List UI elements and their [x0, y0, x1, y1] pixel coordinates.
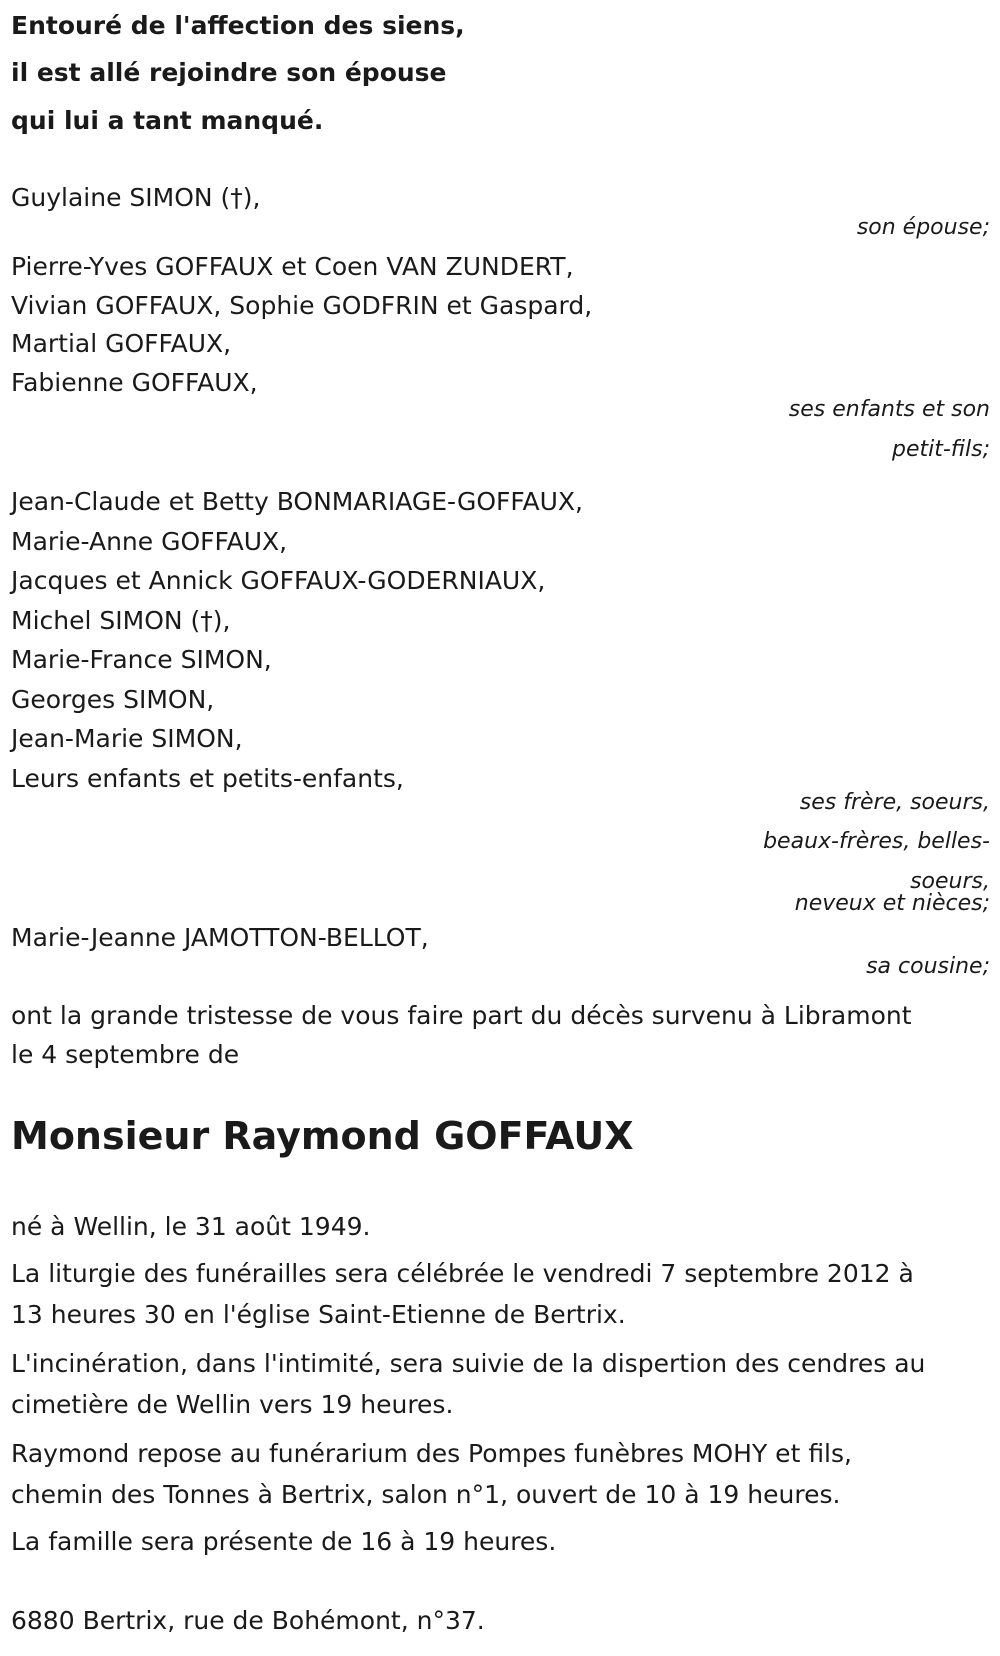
intro-line-2: il est allé rejoindre son épouse: [11, 58, 447, 87]
siblings-line-4: Michel SIMON (†),: [11, 606, 231, 635]
siblings-role-1: ses frère, soeurs,: [799, 790, 990, 815]
children-role-1: ses enfants et son: [788, 397, 990, 422]
cremation-line-2: cimetière de Wellin vers 19 heures.: [11, 1390, 454, 1419]
intro-line-1: Entouré de l'affection des siens,: [11, 11, 465, 40]
children-line-1: Pierre-Yves GOFFAUX et Coen VAN ZUNDERT,: [11, 252, 574, 281]
funerarium-line-2: chemin des Tonnes à Bertrix, salon n°1, ouvert de 10 à 19 heures.: [11, 1480, 841, 1509]
family-presence-line: La famille sera présente de 16 à 19 heures.: [11, 1527, 557, 1556]
children-role-2: petit-fils;: [891, 437, 990, 462]
siblings-role-3: soeurs,: [910, 869, 990, 894]
funeral-line-1: La liturgie des funérailles sera célébrée le vendredi 7 septembre 2012 à: [11, 1259, 914, 1288]
siblings-line-3: Jacques et Annick GOFFAUX-GODERNIAUX,: [11, 566, 546, 595]
address-line: 6880 Bertrix, rue de Bohémont, n°37.: [11, 1606, 485, 1635]
cremation-line-1: L'incinération, dans l'intimité, sera suivie de la dispertion des cendres au: [11, 1349, 926, 1378]
funeral-line-2: 13 heures 30 en l'église Saint-Etienne de Bertrix.: [11, 1300, 626, 1329]
deceased-name: Monsieur Raymond GOFFAUX: [11, 1114, 634, 1158]
children-line-4: Fabienne GOFFAUX,: [11, 368, 258, 397]
children-line-2: Vivian GOFFAUX, Sophie GODFRIN et Gaspard,: [11, 291, 593, 320]
funerarium-line-1: Raymond repose au funérarium des Pompes funèbres MOHY et fils,: [11, 1439, 852, 1468]
spouse-role: son épouse;: [856, 215, 990, 240]
announcement-line-1: ont la grande tristesse de vous faire part du décès survenu à Libramont: [11, 1001, 912, 1030]
children-line-3: Martial GOFFAUX,: [11, 329, 232, 358]
siblings-role-4: neveux et nièces;: [794, 891, 990, 916]
announcement-line-2: le 4 septembre de: [11, 1040, 240, 1069]
birth-line: né à Wellin, le 31 août 1949.: [11, 1212, 371, 1241]
siblings-line-1: Jean-Claude et Betty BONMARIAGE-GOFFAUX,: [11, 487, 583, 516]
siblings-line-5: Marie-France SIMON,: [11, 645, 272, 674]
intro-line-3: qui lui a tant manqué.: [11, 106, 324, 135]
siblings-line-8: Leurs enfants et petits-enfants,: [11, 764, 404, 793]
siblings-line-2: Marie-Anne GOFFAUX,: [11, 527, 288, 556]
siblings-role-2: beaux-frères, belles-: [763, 829, 990, 854]
cousin-role: sa cousine;: [866, 954, 990, 979]
siblings-line-7: Jean-Marie SIMON,: [11, 724, 243, 753]
cousin-name: Marie-Jeanne JAMOTTON-BELLOT,: [11, 923, 429, 952]
spouse-name: Guylaine SIMON (†),: [11, 183, 261, 212]
siblings-line-6: Georges SIMON,: [11, 685, 215, 714]
